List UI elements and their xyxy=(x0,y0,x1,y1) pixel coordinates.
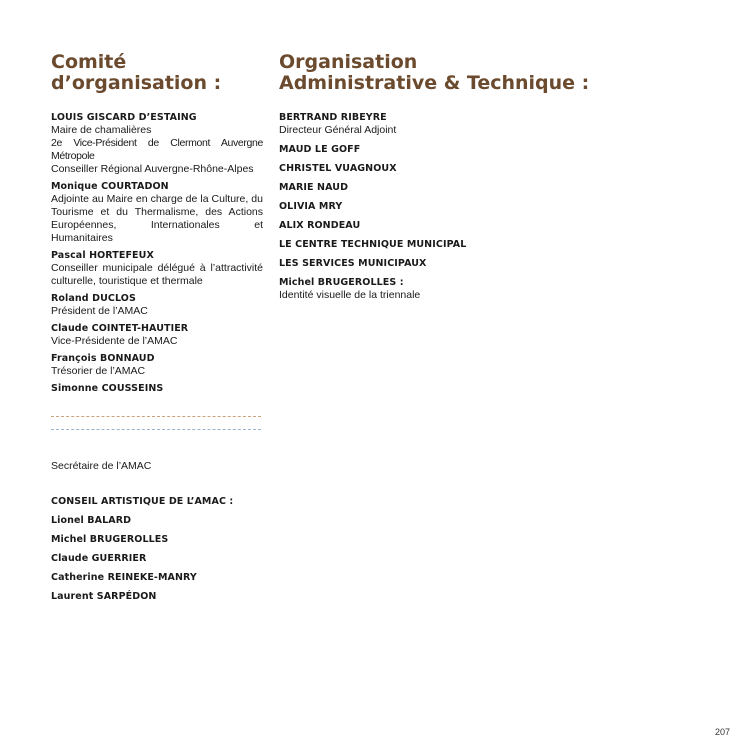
council-member: Lionel BALARD xyxy=(51,515,132,526)
member-role: Conseiller municipale délégué à l’attractivité culturelle, touristique et thermale xyxy=(51,262,263,287)
staff-name: LE CENTRE TECHNIQUE MUNICIPAL xyxy=(279,239,467,250)
member-name: Simonne COUSSEINS xyxy=(51,383,164,394)
member-name: Claude COINTET-HAUTIER xyxy=(51,323,189,334)
staff-role: Identité visuelle de la triennale xyxy=(279,289,421,301)
staff-name: CHRISTEL VUAGNOUX xyxy=(279,163,397,174)
committee-member xyxy=(51,353,263,378)
staff-member xyxy=(279,220,599,232)
staff-name: Michel BRUGEROLLES : xyxy=(279,277,404,288)
member-role: Conseiller Régional Auvergne-Rhône-Alpes xyxy=(51,163,254,175)
organizing-committee-title-line1: Comité xyxy=(51,51,127,73)
member-role: Président de l’AMAC xyxy=(51,305,148,317)
staff-name: MARIE NAUD xyxy=(279,182,349,193)
committee-member xyxy=(51,383,263,395)
admin-technical-title-line1: Organisation xyxy=(279,51,418,73)
member-name: Monique COURTADON xyxy=(51,181,169,192)
staff-name: MAUD LE GOFF xyxy=(279,144,361,155)
staff-member xyxy=(279,144,599,156)
council-member: Catherine REINEKE-MANRY xyxy=(51,572,197,583)
staff-role: Directeur Général Adjoint xyxy=(279,124,397,136)
staff-name: OLIVIA MRY xyxy=(279,201,343,212)
organizing-committee-title-line2: d’organisation : xyxy=(51,72,222,94)
committee-member xyxy=(51,181,263,245)
staff-name: BERTRAND RIBEYRE xyxy=(279,112,387,123)
staff-member xyxy=(279,163,599,175)
member-role: Trésorier de l’AMAC xyxy=(51,365,146,377)
member-name: François BONNAUD xyxy=(51,353,155,364)
council-member: Michel BRUGEROLLES xyxy=(51,534,169,545)
divider-dashed-top xyxy=(51,416,261,417)
artistic-council xyxy=(51,496,263,603)
committee-member xyxy=(51,293,263,318)
staff-member xyxy=(279,277,599,302)
administrative-technical-column xyxy=(279,52,599,309)
redacted-separator xyxy=(51,416,263,430)
member-name: Pascal HORTEFEUX xyxy=(51,250,154,261)
staff-member xyxy=(279,239,599,251)
staff-member xyxy=(279,182,599,194)
divider-dashed-bottom xyxy=(51,429,261,430)
organizing-committee-heading xyxy=(51,52,263,112)
member-role: Vice-Présidente de l’AMAC xyxy=(51,335,178,347)
staff-member xyxy=(279,112,599,137)
member-role: 2e Vice-Président de Clermont Auvergne Métropole xyxy=(51,137,263,162)
admin-technical-title-line2: Administrative & Technique : xyxy=(279,72,590,94)
staff-name: LES SERVICES MUNICIPAUX xyxy=(279,258,427,269)
secretary-role: Secrétaire de l’AMAC xyxy=(51,460,152,472)
staff-name: ALIX RONDEAU xyxy=(279,220,361,231)
staff-member xyxy=(279,258,599,270)
committee-member xyxy=(51,323,263,348)
committee-member xyxy=(51,250,263,288)
page-number: 207 xyxy=(714,727,730,737)
committee-member xyxy=(51,112,263,176)
member-role: Maire de chamalières xyxy=(51,124,152,136)
organizing-committee-column xyxy=(51,52,263,610)
artistic-council-title: CONSEIL ARTISTIQUE DE L’AMAC : xyxy=(51,496,234,507)
member-role: Adjointe au Maire en charge de la Culture, du Tourisme et du Thermalisme, des Actions Européennes, Internationales et Humanitaires xyxy=(51,193,263,244)
member-name: Roland DUCLOS xyxy=(51,293,136,304)
council-member: Claude GUERRIER xyxy=(51,553,147,564)
staff-member xyxy=(279,201,599,213)
member-name: LOUIS GISCARD D’ESTAING xyxy=(51,112,197,123)
admin-technical-heading xyxy=(279,52,599,112)
council-member: Laurent SARPÉDON xyxy=(51,591,157,602)
